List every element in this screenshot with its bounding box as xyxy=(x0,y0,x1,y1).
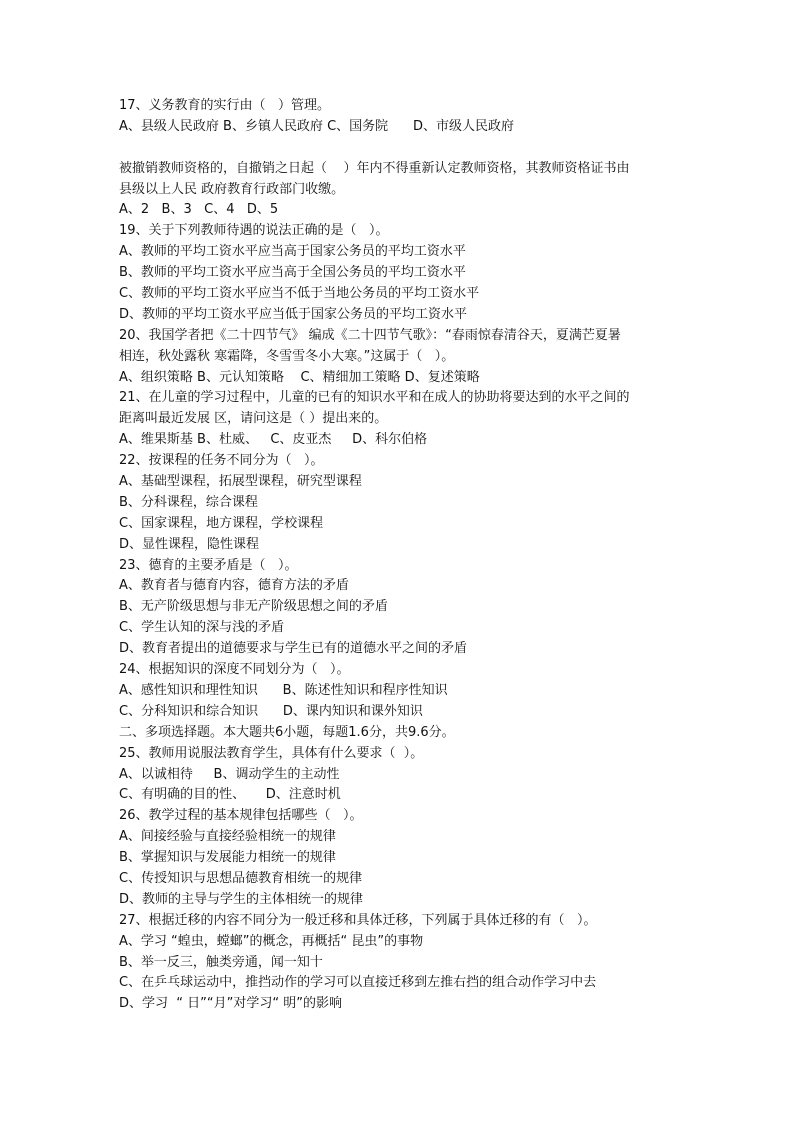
question-20-stem-line-2: 相连，秋处露秋 寒霜降，冬雪雪冬小大寒。”这属于（ ）。 xyxy=(119,348,455,364)
section-heading-multiple-choice: 二、多项选择题。本大题共6小题，每题1.6分，共9.6分。 xyxy=(119,724,455,740)
question-18-stem-line-1: 被撤销教师资格的，自撤销之日起（ ）年内不得重新认定教师资格，其教师资格证书由 xyxy=(119,160,630,176)
question-26-option-c: C、传授知识与思想品德教育相统一的规律 xyxy=(119,870,363,886)
question-27-stem: 27、根据迁移的内容不同分为一般迁移和具体迁移，下列属于具体迁移的有（ ）。 xyxy=(119,912,597,928)
question-17-stem: 17、义务教育的实行由（ ）管理。 xyxy=(119,98,330,113)
question-18-options: A、2 B、3 C、4 D、5 xyxy=(119,202,279,218)
question-19-option-a: A、教师的平均工资水平应当高于国家公务员的平均工资水平 xyxy=(119,244,466,260)
question-22-option-c: C、国家课程，地方课程，学校课程 xyxy=(119,515,324,531)
question-23-option-b: B、无产阶级思想与非无产阶级思想之间的矛盾 xyxy=(119,599,388,615)
question-19-stem: 19、关于下列教师待遇的说法正确的是（ ）。 xyxy=(119,223,389,239)
question-26-option-b: B、掌握知识与发展能力相统一的规律 xyxy=(119,850,336,866)
question-26-stem: 26、教学过程的基本规律包括哪些（ ）。 xyxy=(119,808,363,824)
question-25-stem: 25、教师用说服法教育学生，具体有什么要求（ ）。 xyxy=(119,745,424,761)
question-19-option-c: C、教师的平均工资水平应当不低于当地公务员的平均工资水平 xyxy=(119,286,480,302)
blank-line xyxy=(119,138,689,159)
question-24-options-cd: C、分科知识和综合知识 D、课内知识和课外知识 xyxy=(119,703,423,719)
question-24-options-ab: A、感性知识和理性知识 B、陈述性知识和程序性知识 xyxy=(119,682,448,698)
question-23-option-c: C、学生认知的深与浅的矛盾 xyxy=(119,620,285,636)
question-27-option-c: C、在乒乓球运动中，推挡动作的学习可以直接迁移到左推右挡的组合动作学习中去 xyxy=(119,975,597,991)
question-21-stem-line-2: 距离叫最近发展 区，请问这是（ ）提出来的。 xyxy=(119,411,388,427)
question-23-option-d: D、教育者提出的道德要求与学生已有的道德水平之间的矛盾 xyxy=(119,641,468,657)
document-body xyxy=(119,96,689,1015)
question-26-option-d: D、教师的主导与学生的主体相统一的规律 xyxy=(119,891,364,907)
question-20-stem-line-1: 20、我国学者把《二十四节气》 编成《二十四节气歌》：“春雨惊春清谷天，夏满芒夏暑 xyxy=(119,327,621,343)
question-22-option-d: D、显性课程，隐性课程 xyxy=(119,536,260,552)
question-27-option-a: A、学习 “蝗虫，螳螂”的概念，再概括“ 昆虫”的事物 xyxy=(119,933,424,949)
question-27-option-d: D、学习 “ 日”“月”对学习“ 明”的影响 xyxy=(119,996,342,1012)
question-25-options-cd: C、有明确的目的性、 D、注意时机 xyxy=(119,787,341,803)
question-17-options: A、县级人民政府 B、乡镇人民政府 C、国务院 D、市级人民政府 xyxy=(119,118,514,134)
question-26-option-a: A、间接经验与直接经验相统一的规律 xyxy=(119,829,336,845)
question-27-option-b: B、举一反三，触类旁通，闻一知十 xyxy=(119,954,323,970)
question-22-stem: 22、按课程的任务不同分为（ ）。 xyxy=(119,453,324,469)
question-19-option-b: B、教师的平均工资水平应当高于全国公务员的平均工资水平 xyxy=(119,265,466,281)
question-24-stem: 24、根据知识的深度不同划分为（ ）。 xyxy=(119,662,350,678)
question-22-option-b: B、分科课程，综合课程 xyxy=(119,494,258,510)
question-23-option-a: A、教育者与德育内容，德育方法的矛盾 xyxy=(119,578,349,594)
question-25-options-ab: A、以诚相待 B、调动学生的主动性 xyxy=(119,766,340,782)
question-18-stem-line-2: 县级以上人民 政府教育行政部门收缴。 xyxy=(119,181,345,197)
question-19-option-d: D、教师的平均工资水平应当低于国家公务员的平均工资水平 xyxy=(119,306,468,322)
question-23-stem: 23、德育的主要矛盾是（ ）。 xyxy=(119,557,298,573)
question-20-options: A、组织策略 B、元认知策略 C、精细加工策略 D、复述策略 xyxy=(119,369,480,385)
question-22-option-a: A、基础型课程，拓展型课程，研究型课程 xyxy=(119,474,362,490)
question-21-options: A、维果斯基 B、杜威、 C、皮亚杰 D、科尔伯格 xyxy=(119,432,428,448)
question-21-stem-line-1: 21、在儿童的学习过程中，儿童的已有的知识水平和在成人的协助将要达到的水平之间的 xyxy=(119,390,630,406)
